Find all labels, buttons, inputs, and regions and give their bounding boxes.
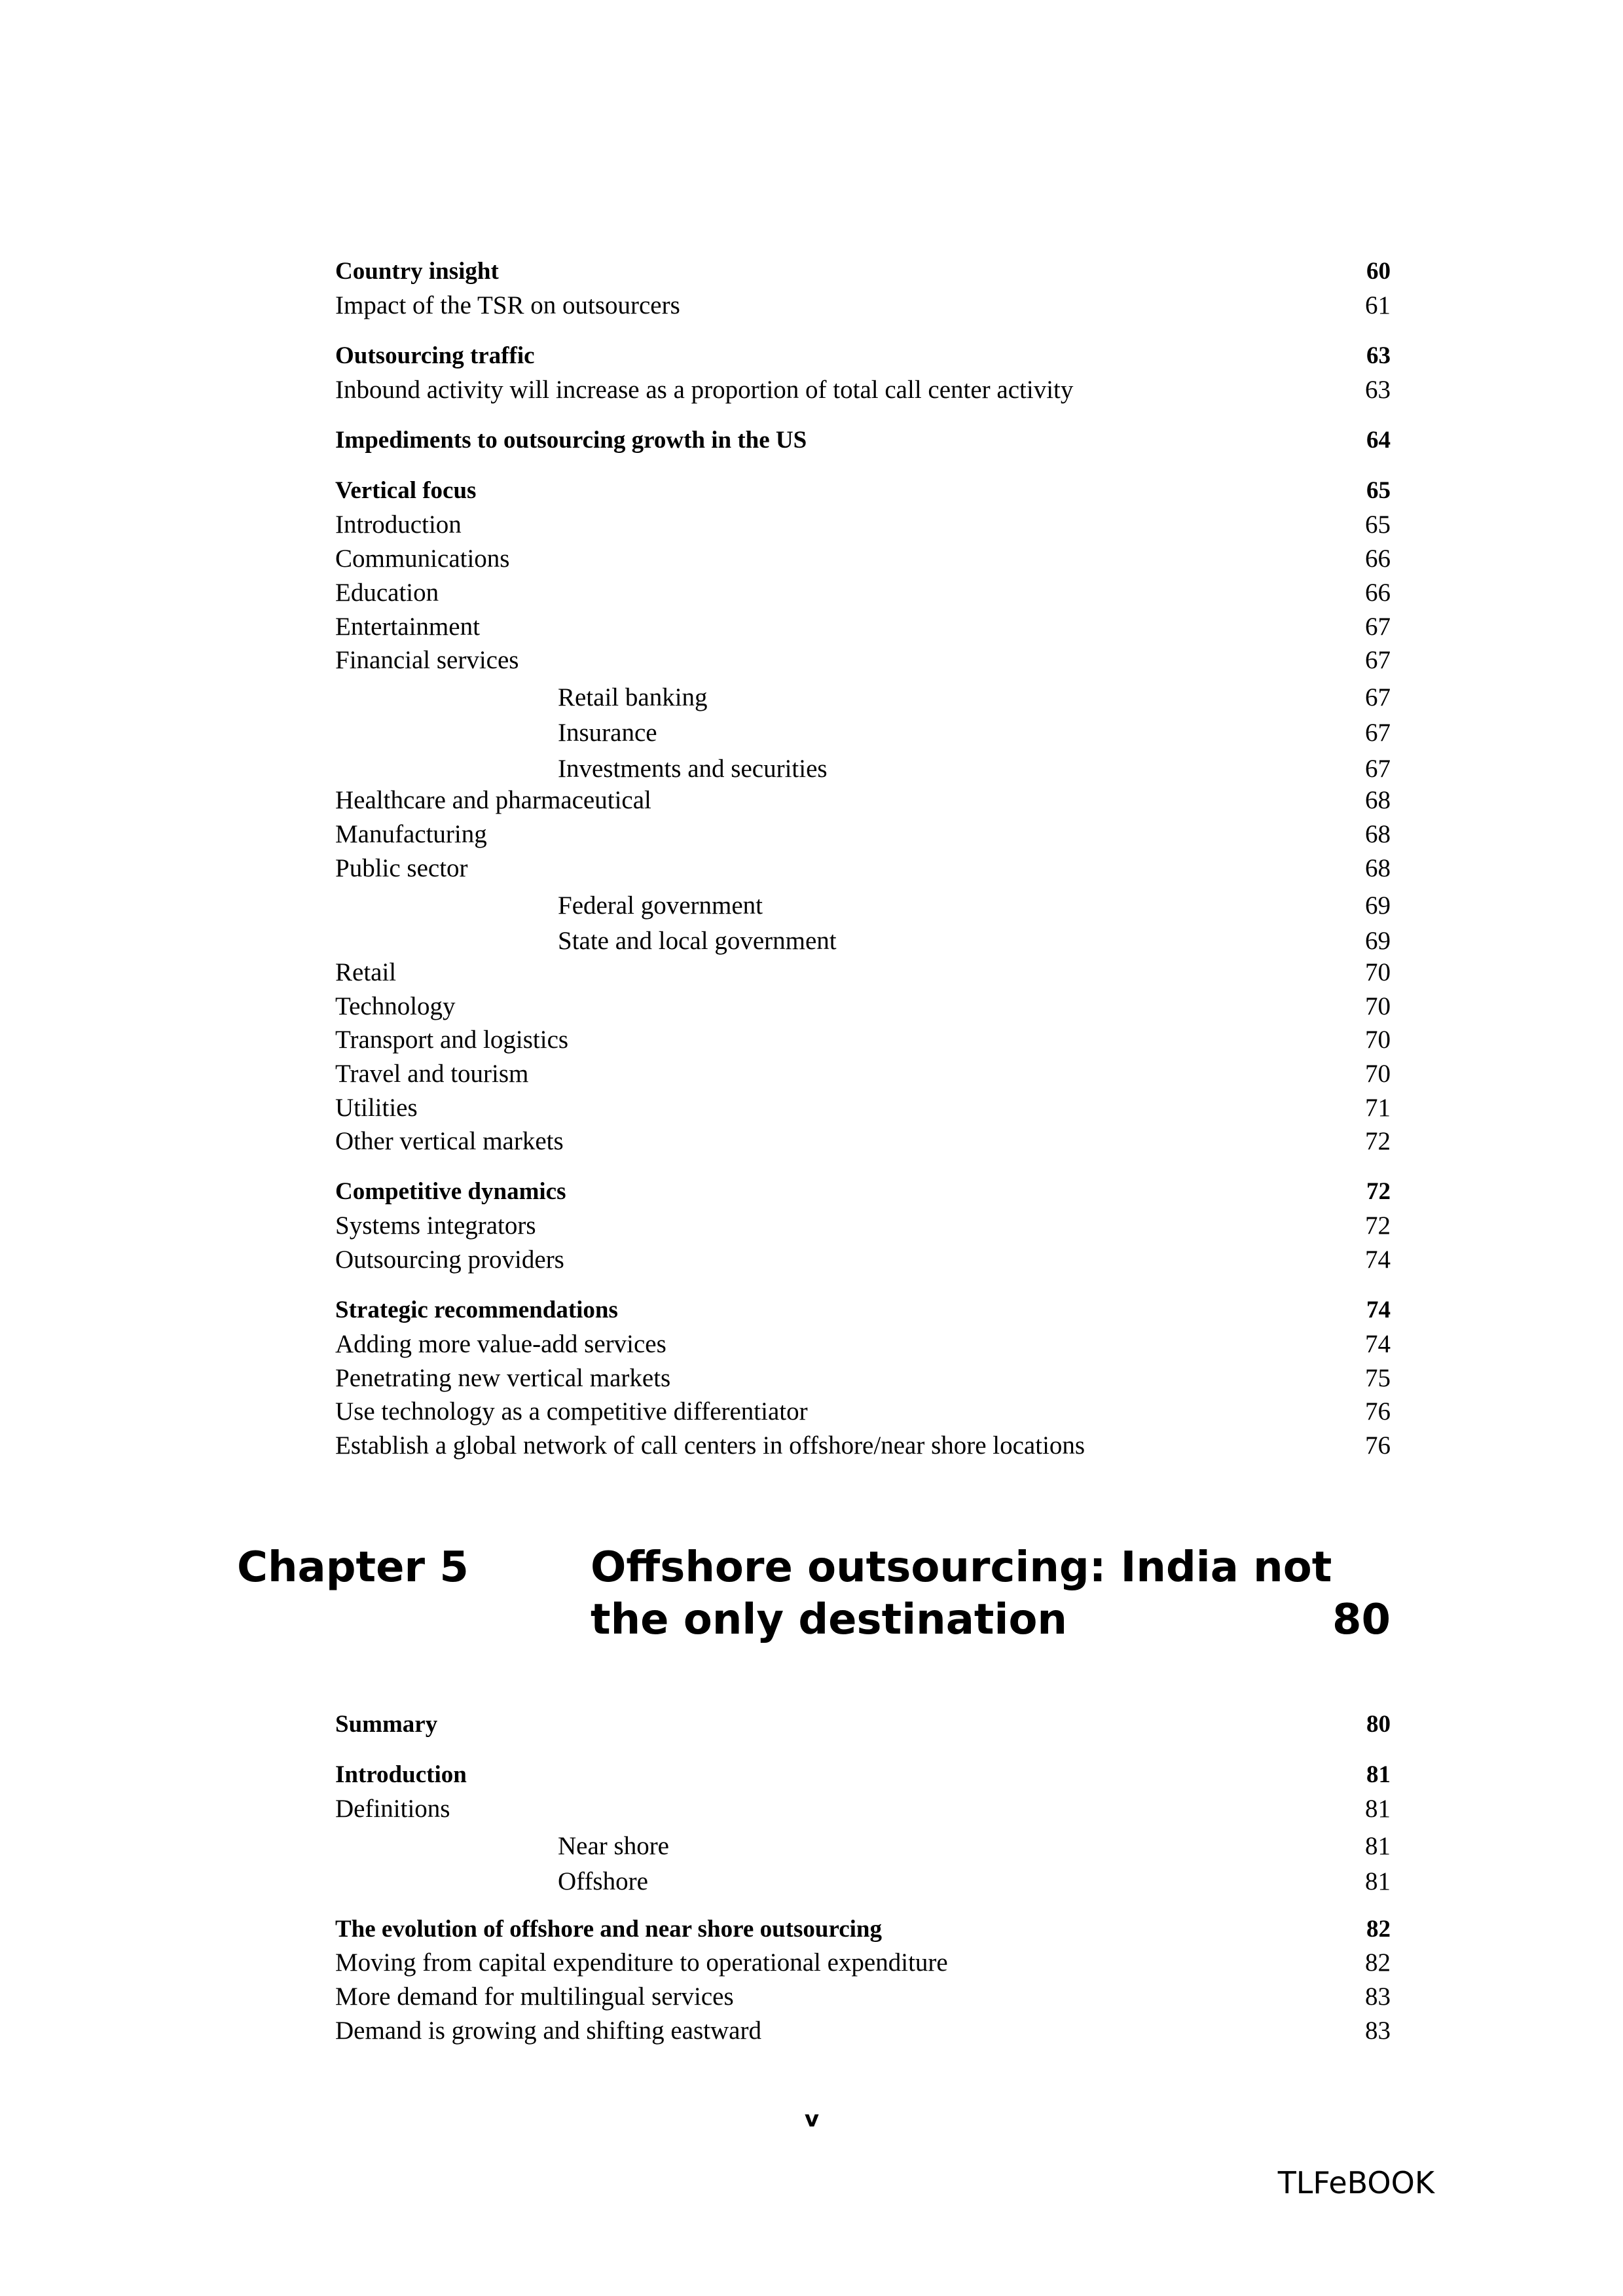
- toc-entry-text: Country insight: [335, 258, 499, 285]
- toc-entry-page: 68: [1365, 854, 1391, 882]
- toc-entry-page: 70: [1365, 992, 1391, 1020]
- toc-heading: [335, 255, 1391, 289]
- toc-entry-page: 65: [1365, 511, 1391, 539]
- toc-heading: [335, 1293, 1391, 1327]
- toc-entry: [335, 1361, 1391, 1395]
- toc-entry-page: 67: [1365, 646, 1391, 674]
- toc-entry: [335, 783, 1391, 817]
- toc-entry-text: Outsourcing providers: [335, 1246, 564, 1274]
- toc-entry-text: Other vertical markets: [335, 1127, 564, 1155]
- chapter-title-line: the only destination: [591, 1596, 1067, 1644]
- chapter-title: [591, 1541, 1332, 1646]
- toc-entry: [335, 1327, 1391, 1361]
- toc-subentry: [335, 1829, 1391, 1863]
- toc-entry-text: Summary: [335, 1711, 438, 1738]
- toc-entry-text: Inbound activity will increase as a proportion of total call center activity: [335, 376, 1074, 404]
- toc-entry-text: Use technology as a competitive differentiator: [335, 1397, 808, 1426]
- toc-entry-page: 70: [1365, 958, 1391, 986]
- toc-entry-text: Establish a global network of call centers in offshore/near shore locations: [335, 1431, 1085, 1460]
- toc-entry-text: Retail banking: [558, 683, 708, 711]
- toc-entry-page: 68: [1365, 786, 1391, 814]
- toc-subentry: [335, 889, 1391, 923]
- toc-entry-text: Communications: [335, 545, 510, 573]
- toc-entry-text: More demand for multilingual services: [335, 1982, 734, 2011]
- toc-entry-page: 66: [1365, 545, 1391, 573]
- toc-entry: [335, 852, 1391, 886]
- toc-entry-text: Investments and securities: [558, 755, 828, 783]
- toc-entry-text: Systems integrators: [335, 1211, 536, 1240]
- toc-entry-text: Federal government: [558, 891, 763, 920]
- toc-entry: [335, 643, 1391, 677]
- toc-entry-text: Offshore: [558, 1867, 648, 1895]
- toc-entry-page: 69: [1365, 891, 1391, 920]
- toc-entry: [335, 956, 1391, 990]
- toc-entry-text: Near shore: [558, 1832, 669, 1860]
- footer-watermark: TLFeBOOK: [1277, 2165, 1434, 2200]
- toc-entry-text: Utilities: [335, 1094, 418, 1122]
- toc-entry-page: 70: [1365, 1026, 1391, 1054]
- toc-entry: [335, 508, 1391, 542]
- toc-entry-page: 74: [1365, 1330, 1391, 1358]
- toc-entry: [335, 1209, 1391, 1243]
- toc-entry-text: Outsourcing traffic: [335, 342, 535, 369]
- toc-entry-page: 81: [1365, 1795, 1391, 1823]
- toc-entry-text: Introduction: [335, 511, 462, 539]
- toc-entry-text: Travel and tourism: [335, 1060, 529, 1088]
- toc-entry-text: Moving from capital expenditure to operational expenditure: [335, 1948, 948, 1977]
- toc-heading: [335, 474, 1391, 508]
- toc-entry: [335, 1946, 1391, 1980]
- toc-entry-page: 72: [1365, 1211, 1391, 1240]
- toc-entry-page: 66: [1365, 579, 1391, 607]
- toc-entry-page: 76: [1365, 1431, 1391, 1460]
- chapter-title-line: Offshore outsourcing: India not: [591, 1543, 1332, 1592]
- toc-entry-page: 75: [1365, 1364, 1391, 1392]
- toc-entry-page: 74: [1366, 1297, 1391, 1323]
- toc-entry-page: 72: [1366, 1178, 1391, 1205]
- toc-entry-page: 74: [1365, 1246, 1391, 1274]
- toc-entry-text: Definitions: [335, 1795, 450, 1823]
- toc-entry-page: 65: [1366, 477, 1391, 504]
- toc-entry-text: Financial services: [335, 646, 519, 674]
- toc-entry-text: Entertainment: [335, 613, 480, 641]
- chapter-label: Chapter 5: [237, 1543, 469, 1592]
- toc-entry-page: 83: [1365, 2017, 1391, 2045]
- toc-entry: [335, 1395, 1391, 1429]
- toc-heading: [335, 1912, 1391, 1946]
- toc-entry-page: 76: [1365, 1397, 1391, 1426]
- toc-entry-page: 63: [1365, 376, 1391, 404]
- toc-entry-page: 81: [1366, 1761, 1391, 1788]
- toc-entry: [335, 1243, 1391, 1277]
- toc-entry: [335, 610, 1391, 644]
- toc-entry: [335, 373, 1391, 407]
- toc-entry-text: Competitive dynamics: [335, 1178, 566, 1205]
- toc-entry-page: 64: [1366, 427, 1391, 454]
- page-number: v: [804, 2106, 820, 2132]
- toc-entry-text: Impediments to outsourcing growth in the US: [335, 427, 807, 454]
- toc-heading: [335, 1758, 1391, 1792]
- toc-entry-text: Manufacturing: [335, 820, 487, 848]
- toc-entry-page: 69: [1365, 927, 1391, 955]
- toc-entry-text: Public sector: [335, 854, 468, 882]
- toc-entry-page: 68: [1365, 820, 1391, 848]
- toc-entry: [335, 576, 1391, 610]
- toc-entry-text: Retail: [335, 958, 397, 986]
- toc-entry-page: 80: [1366, 1711, 1391, 1738]
- toc-entry-text: Technology: [335, 992, 456, 1020]
- toc-entry-text: Penetrating new vertical markets: [335, 1364, 671, 1392]
- chapter-heading: [237, 1541, 1391, 1659]
- toc-entry: [335, 1091, 1391, 1125]
- toc-entry-page: 81: [1365, 1832, 1391, 1860]
- toc-entry-text: Adding more value-add services: [335, 1330, 666, 1358]
- toc-entry-page: 71: [1365, 1094, 1391, 1122]
- toc-heading: [335, 1708, 1391, 1742]
- toc-entry-text: Demand is growing and shifting eastward: [335, 2017, 761, 2045]
- toc-entry-page: 61: [1365, 291, 1391, 319]
- toc-entry-page: 63: [1366, 342, 1391, 369]
- toc-subentry: [335, 752, 1391, 786]
- toc-subentry: [335, 681, 1391, 715]
- toc-entry-text: Healthcare and pharmaceutical: [335, 786, 651, 814]
- toc-entry-text: Education: [335, 579, 439, 607]
- toc-entry: [335, 990, 1391, 1024]
- toc-entry-page: 67: [1365, 613, 1391, 641]
- toc-heading: [335, 423, 1391, 457]
- chapter-page: 80: [1332, 1596, 1391, 1644]
- toc-entry-text: Impact of the TSR on outsourcers: [335, 291, 680, 319]
- toc-entry-page: 83: [1365, 1982, 1391, 2011]
- toc-entry-text: Vertical focus: [335, 477, 477, 504]
- toc-entry: [335, 1124, 1391, 1158]
- toc-entry-page: 72: [1365, 1127, 1391, 1155]
- toc-entry-text: State and local government: [558, 927, 837, 955]
- toc-subentry: [335, 716, 1391, 750]
- toc-entry: [335, 817, 1391, 852]
- toc-entry: [335, 1023, 1391, 1057]
- toc-entry: [335, 1792, 1391, 1826]
- toc-entry-page: 67: [1365, 755, 1391, 783]
- toc-entry: [335, 1057, 1391, 1091]
- toc-entry-page: 60: [1366, 258, 1391, 285]
- toc-subentry: [335, 1865, 1391, 1899]
- toc-entry-page: 67: [1365, 683, 1391, 711]
- toc-subentry: [335, 924, 1391, 958]
- toc-entry-page: 81: [1365, 1867, 1391, 1895]
- toc-heading: [335, 339, 1391, 373]
- toc-entry: [335, 1429, 1391, 1463]
- toc-heading: [335, 1175, 1391, 1209]
- toc-entry: [335, 2014, 1391, 2048]
- toc-entry: [335, 289, 1391, 323]
- toc-entry-text: Transport and logistics: [335, 1026, 569, 1054]
- toc-entry-page: 70: [1365, 1060, 1391, 1088]
- toc-entry-text: Strategic recommendations: [335, 1297, 618, 1323]
- toc-entry-text: Insurance: [558, 719, 657, 747]
- toc-entry-page: 82: [1366, 1916, 1391, 1943]
- toc-entry-page: 82: [1365, 1948, 1391, 1977]
- toc-entry-text: The evolution of offshore and near shore outsourcing: [335, 1916, 882, 1943]
- toc-entry-page: 67: [1365, 719, 1391, 747]
- toc-entry-text: Introduction: [335, 1761, 467, 1788]
- toc-entry: [335, 542, 1391, 576]
- toc-entry: [335, 1980, 1391, 2014]
